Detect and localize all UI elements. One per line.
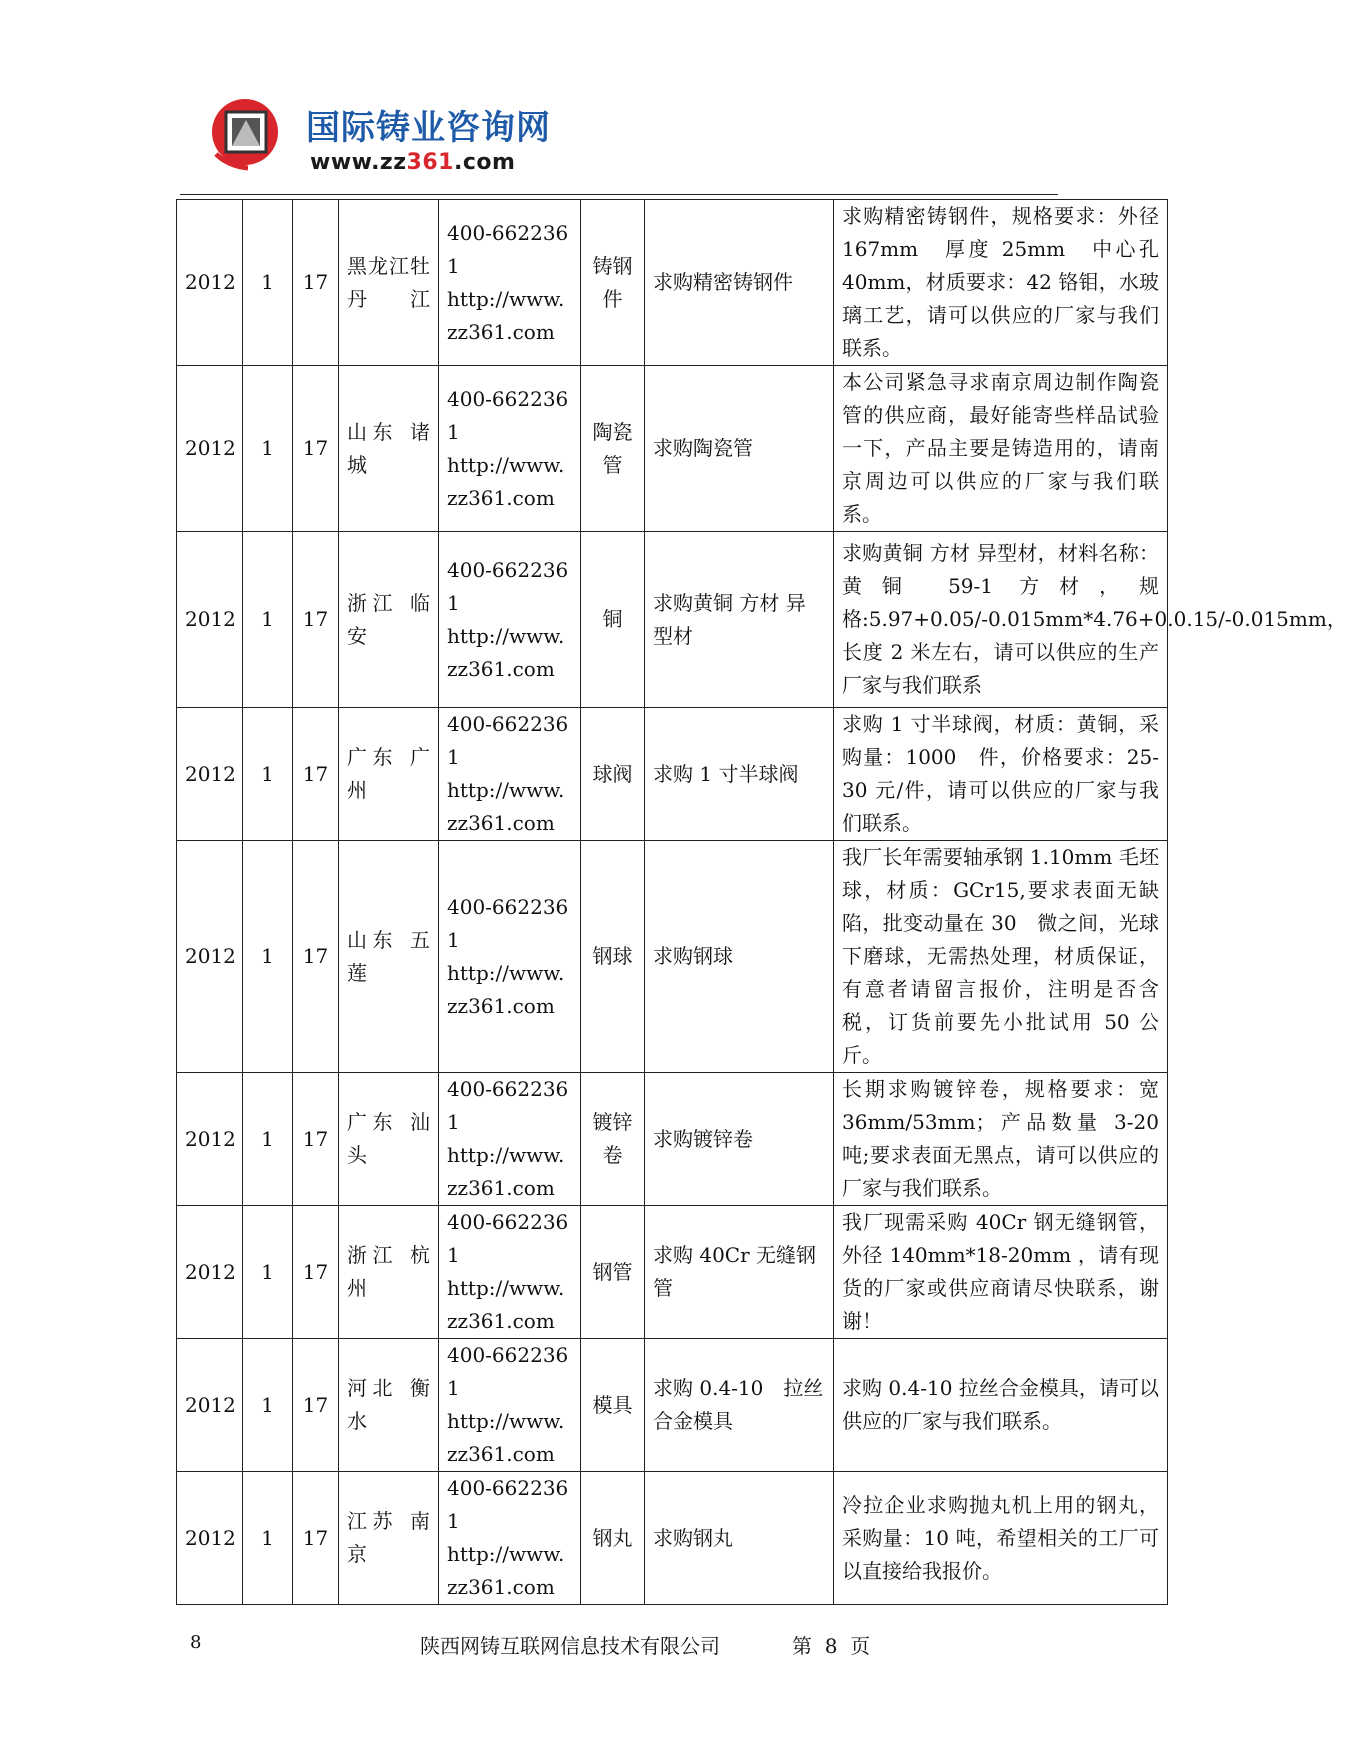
- cell-category: 球阀: [581, 708, 645, 841]
- cell-month: 1: [243, 1206, 293, 1339]
- cell-title: 求购陶瓷管: [645, 366, 834, 532]
- table-row: [177, 366, 1168, 532]
- cell-contact: [439, 841, 581, 1073]
- cell-description: 我厂现需采购 40Cr 钢无缝钢管，外径 140mm*18-20mm ，请有现货的厂家或供应商请尽快联系，谢谢！: [834, 1206, 1168, 1339]
- cell-month: 1: [243, 708, 293, 841]
- cell-contact: [439, 200, 581, 366]
- cell-day: 17: [293, 1472, 339, 1605]
- contact-url[interactable]: http://www.zz361.com: [447, 1276, 565, 1333]
- cell-day: 17: [293, 532, 339, 708]
- footer-page-label: [792, 1630, 870, 1659]
- contact-phone: 400-6622361: [447, 1210, 569, 1267]
- cell-year: 2012: [177, 1339, 243, 1472]
- page-label-number: 8: [824, 1634, 838, 1658]
- cell-area: 浙江 杭州: [339, 1206, 439, 1339]
- cell-day: 17: [293, 841, 339, 1073]
- cell-day: 17: [293, 708, 339, 841]
- cell-title: 求购钢丸: [645, 1472, 834, 1605]
- page-label-prefix: 第: [792, 1634, 812, 1658]
- cell-year: 2012: [177, 1073, 243, 1206]
- cell-contact: [439, 708, 581, 841]
- cell-area: 浙江 临安: [339, 532, 439, 708]
- table-row: [177, 1206, 1168, 1339]
- cell-description: 求购 1 寸半球阀，材质：黄铜，采购量：1000 件，价格要求：25-30 元/件，请可以供应的厂家与我们联系。: [834, 708, 1168, 841]
- cell-category: 铜: [581, 532, 645, 708]
- contact-phone: 400-6622361: [447, 1077, 569, 1134]
- contact-url[interactable]: http://www.zz361.com: [447, 1409, 565, 1466]
- cell-month: 1: [243, 1472, 293, 1605]
- cell-year: 2012: [177, 1472, 243, 1605]
- cell-day: 17: [293, 1339, 339, 1472]
- cell-year: 2012: [177, 1206, 243, 1339]
- contact-url[interactable]: http://www.zz361.com: [447, 1143, 565, 1200]
- cell-title: 求购 0.4-10 拉丝合金模具: [645, 1339, 834, 1472]
- cell-contact: [439, 1206, 581, 1339]
- cell-contact: [439, 532, 581, 708]
- cell-category: 镀锌卷: [581, 1073, 645, 1206]
- contact-phone: 400-6622361: [447, 220, 569, 278]
- cell-title: 求购镀锌卷: [645, 1073, 834, 1206]
- logo-url: [310, 150, 515, 175]
- cell-year: 2012: [177, 841, 243, 1073]
- contact-phone: 400-6622361: [447, 386, 569, 444]
- cell-area: 河北 衡水: [339, 1339, 439, 1472]
- cell-day: 17: [293, 366, 339, 532]
- contact-url[interactable]: http://www.zz361.com: [447, 1542, 565, 1599]
- cell-contact: [439, 1073, 581, 1206]
- logo-url-suffix: .com: [453, 150, 516, 175]
- logo-url-prefix: www.zz: [310, 150, 407, 175]
- cell-description: 我厂长年需要轴承钢 1.10mm 毛坯球，材质：GCr15,要求表面无缺陷，批变动量在 30 微之间，光球下磨球，无需热处理，材质保证，有意者请留言报价，注明是否含税，订货前要先小批试用 50 公斤。: [834, 841, 1168, 1073]
- cell-month: 1: [243, 1339, 293, 1472]
- cell-title: 求购 1 寸半球阀: [645, 708, 834, 841]
- cell-title: 求购钢球: [645, 841, 834, 1073]
- cell-month: 1: [243, 1073, 293, 1206]
- cell-category: 铸钢件: [581, 200, 645, 366]
- cell-title: 求购黄铜 方材 异型材: [645, 532, 834, 708]
- cell-area: 山东 诸城: [339, 366, 439, 532]
- contact-url[interactable]: http://www.zz361.com: [447, 286, 565, 344]
- logo-url-highlight: 361: [406, 150, 454, 175]
- cell-category: 陶瓷管: [581, 366, 645, 532]
- cell-description: 求购 0.4-10 拉丝合金模具，请可以供应的厂家与我们联系。: [834, 1339, 1168, 1472]
- cell-year: 2012: [177, 200, 243, 366]
- table-body: [177, 200, 1347, 1605]
- cell-description: 冷拉企业求购抛丸机上用的钢丸，采购量：10 吨，希望相关的工厂可以直接给我报价。: [834, 1472, 1168, 1605]
- cell-day: 17: [293, 1206, 339, 1339]
- cell-month: 1: [243, 200, 293, 366]
- cell-month: 1: [243, 366, 293, 532]
- cell-category: 模具: [581, 1339, 645, 1472]
- cell-description: 本公司紧急寻求南京周边制作陶瓷管的供应商，最好能寄些样品试验一下，产品主要是铸造用的，请南京周边可以供应的厂家与我们联系。: [834, 366, 1168, 532]
- cell-year: 2012: [177, 708, 243, 841]
- cell-contact: [439, 1472, 581, 1605]
- cell-contact: [439, 1339, 581, 1472]
- cell-title: 求购 40Cr 无缝钢管: [645, 1206, 834, 1339]
- table-row: [177, 532, 1168, 708]
- cell-month: 1: [243, 532, 293, 708]
- table-row: [177, 200, 1168, 366]
- contact-url[interactable]: http://www.zz361.com: [447, 623, 565, 681]
- cell-description: 长期求购镀锌卷，规格要求：宽 36mm/53mm；产品数量 3-20 吨;要求表面无黑点，请可以供应的厂家与我们联系。: [834, 1073, 1168, 1206]
- cell-category: 钢管: [581, 1206, 645, 1339]
- purchase-requests-table: [176, 199, 1347, 1605]
- contact-phone: 400-6622361: [447, 712, 569, 769]
- cell-category: 钢球: [581, 841, 645, 1073]
- logo-title: 国际铸业咨询网: [306, 108, 551, 148]
- cell-area: 江苏 南京: [339, 1472, 439, 1605]
- cell-year: 2012: [177, 366, 243, 532]
- header-divider: [180, 194, 1058, 195]
- cell-day: 17: [293, 1073, 339, 1206]
- cell-area: 山东 五莲: [339, 841, 439, 1073]
- table-row: [177, 708, 1168, 841]
- contact-phone: 400-6622361: [447, 557, 569, 615]
- cell-month: 1: [243, 841, 293, 1073]
- page-label-suffix: 页: [850, 1634, 871, 1658]
- cell-area: 广东 汕头: [339, 1073, 439, 1206]
- cell-area: 黑龙江牡丹江: [339, 200, 439, 366]
- cell-area: 广东 广州: [339, 708, 439, 841]
- contact-url[interactable]: http://www.zz361.com: [447, 960, 565, 1018]
- table-row: [177, 841, 1168, 1073]
- cell-description: 求购黄铜 方材 异型材，材料名称：黄铜 59-1 方材，规格:5.97+0.05/-0.015mm*4.76+0.0.15/-0.015mm，长度 2 米左右，请可以供应的生产厂家与我们联系: [834, 532, 1168, 708]
- footer-company: 陕西网铸互联网信息技术有限公司: [420, 1634, 720, 1658]
- table-row: [177, 1073, 1168, 1206]
- cell-contact: [439, 366, 581, 532]
- cell-title: 求购精密铸钢件: [645, 200, 834, 366]
- cell-year: 2012: [177, 532, 243, 708]
- contact-phone: 400-6622361: [447, 1343, 569, 1400]
- table-row: [177, 1472, 1168, 1605]
- table-row: [177, 1339, 1168, 1472]
- footer-page-number: 8: [190, 1632, 202, 1653]
- contact-url[interactable]: http://www.zz361.com: [447, 778, 565, 835]
- contact-phone: 400-6622361: [447, 894, 569, 952]
- cell-description: 求购精密铸钢件，规格要求：外径 167mm 厚度 25mm 中心孔 40mm，材质要求：42 铬钼，水玻璃工艺，请可以供应的厂家与我们联系。: [834, 200, 1168, 366]
- contact-phone: 400-6622361: [447, 1476, 569, 1533]
- cell-day: 17: [293, 200, 339, 366]
- cell-category: 钢丸: [581, 1472, 645, 1605]
- contact-url[interactable]: http://www.zz361.com: [447, 452, 565, 510]
